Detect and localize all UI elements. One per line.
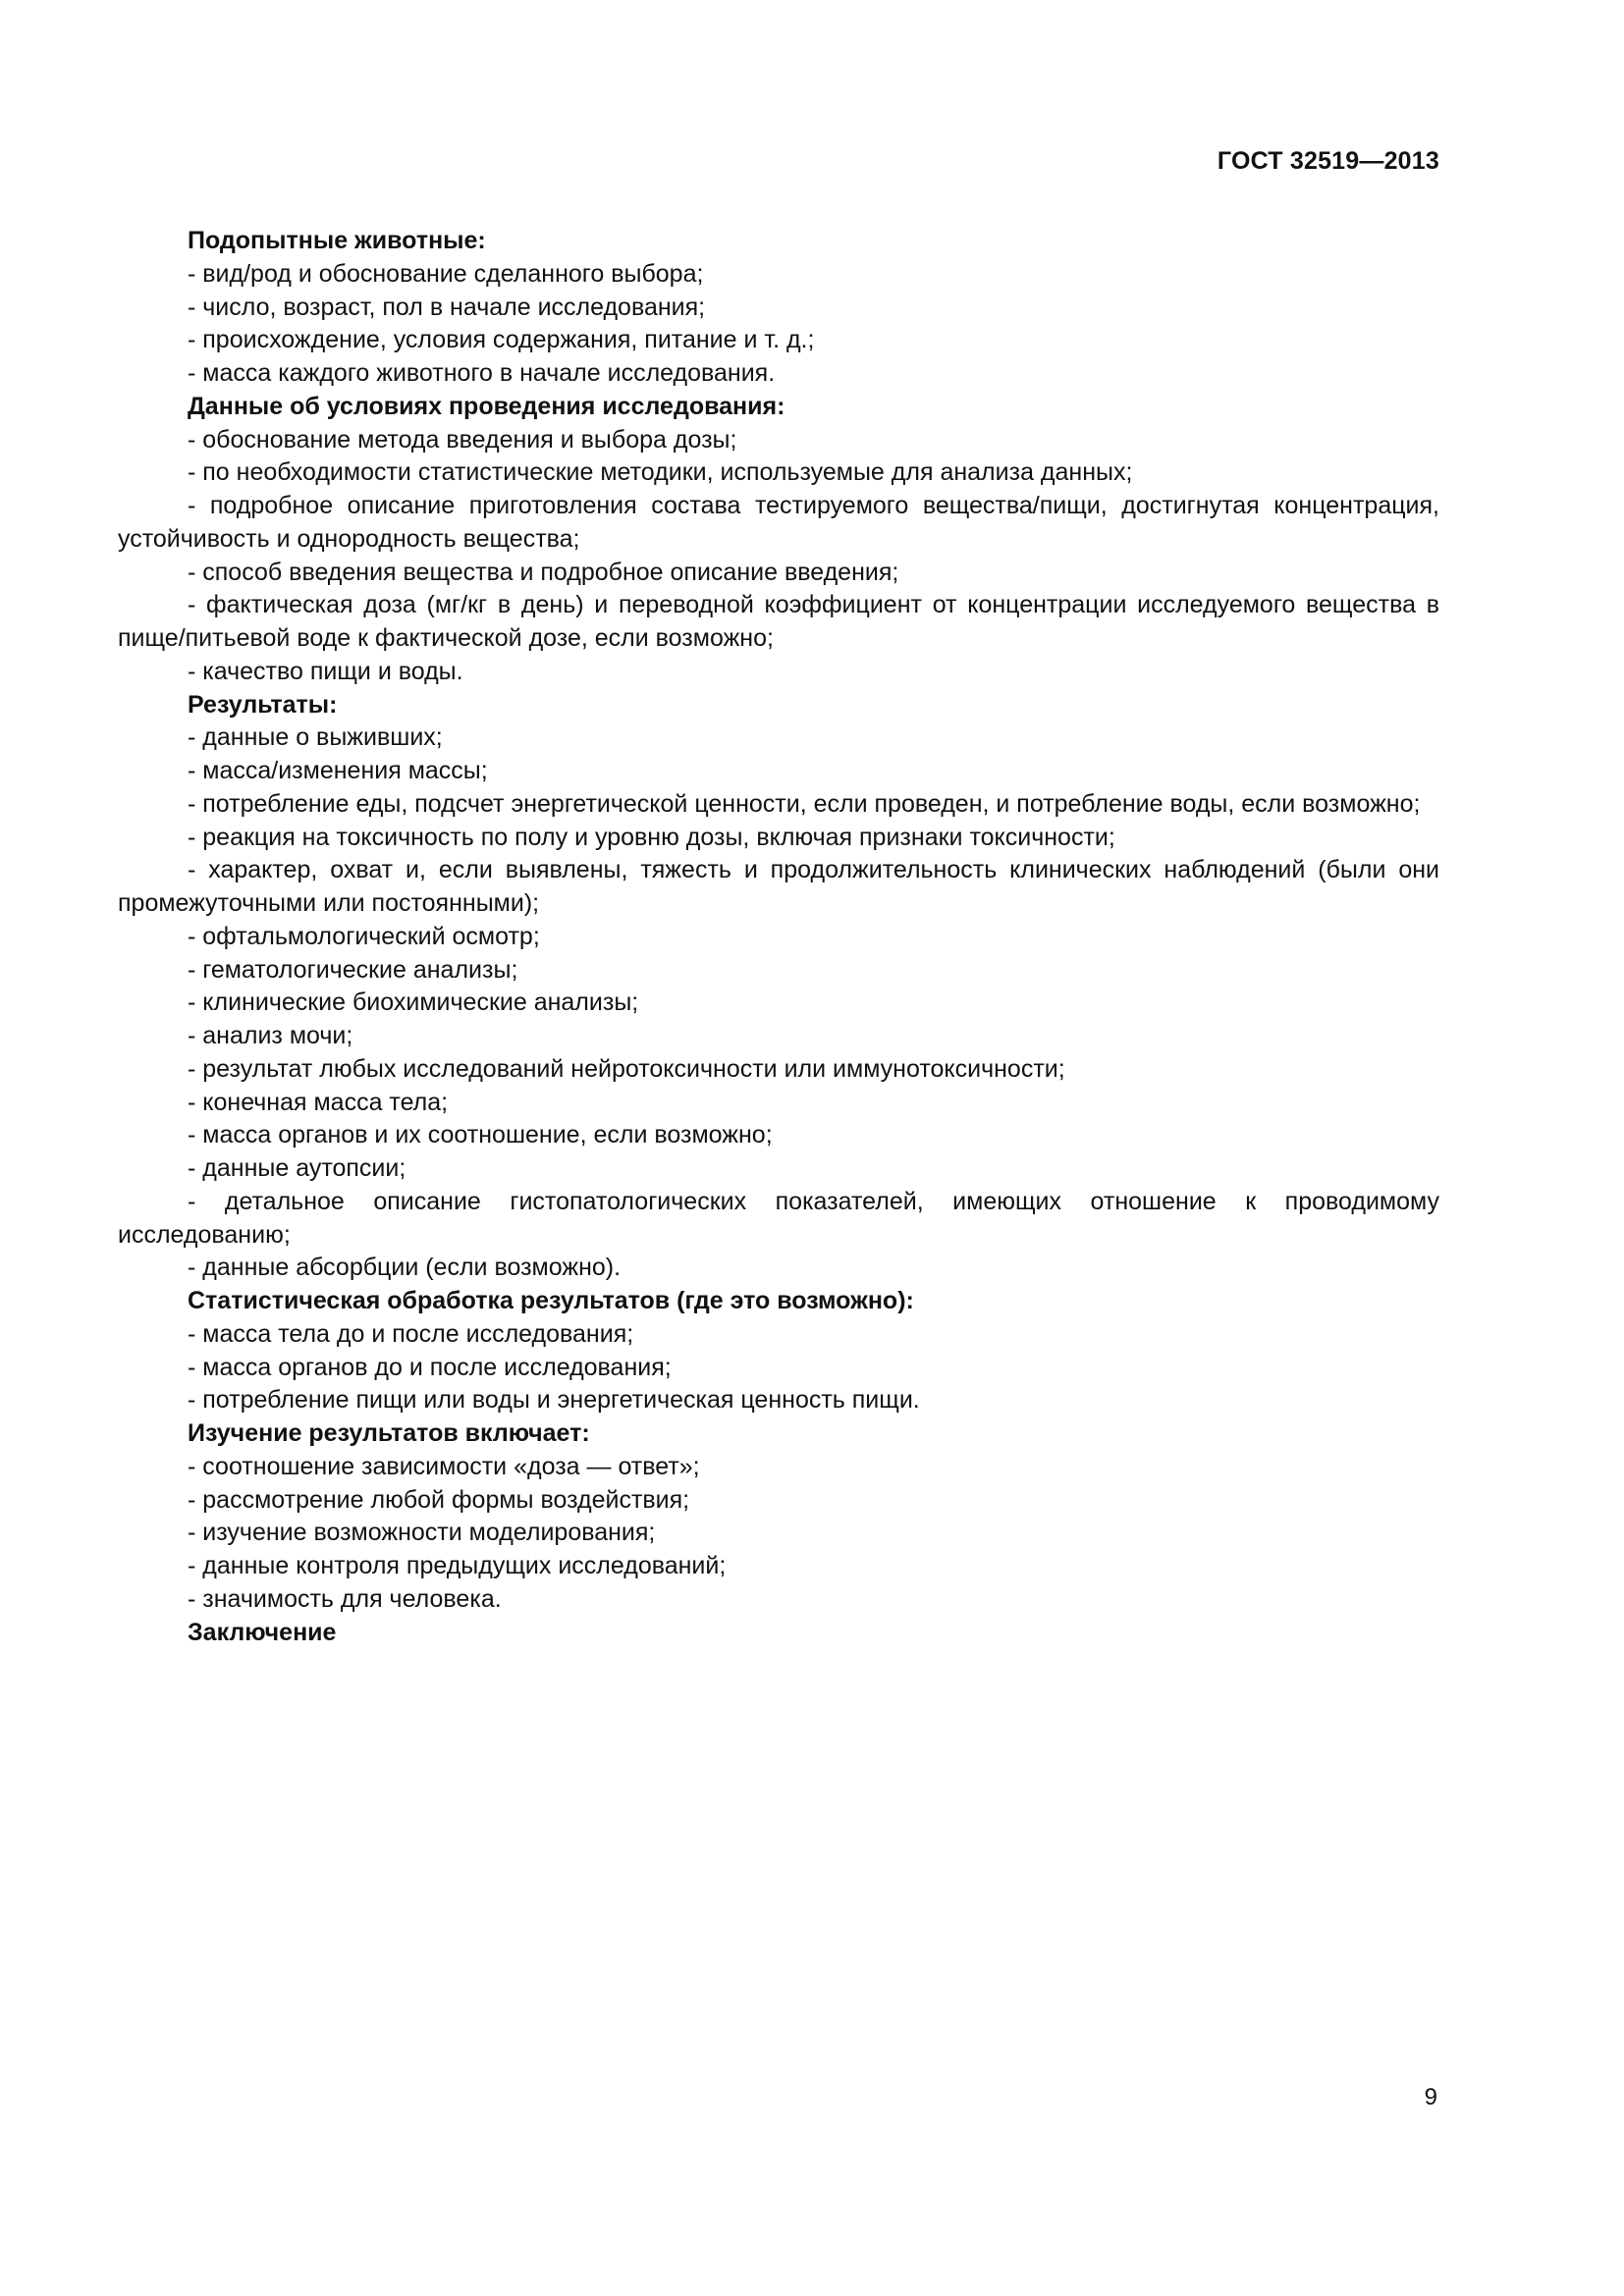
document-body [118,225,1439,1649]
list-item: - вид/род и обоснование сделанного выбора; [188,259,704,288]
list-item: - происхождение, условия содержания, питание и т. д.; [188,326,815,354]
list-item: - рассмотрение любой формы воздействия; [188,1485,690,1514]
list-item: - характер, охват и, если выявлены, тяжесть и продолжительность клинических наблюдений (были они промежуточными или постоянными); [118,856,1439,917]
list-item: - данные аутопсии; [188,1154,406,1182]
section-heading: Результаты: [188,690,338,719]
list-item: - гематологические анализы; [188,955,518,984]
section-heading: Изучение результатов включает: [188,1419,590,1447]
list-item: - качество пищи и воды. [188,657,463,685]
list-item: - соотношение зависимости «доза — ответ»; [188,1452,700,1480]
list-item: - конечная масса тела; [188,1088,449,1116]
list-item: - клинические биохимические анализы; [188,988,639,1017]
page-number: 9 [1424,2084,1437,2110]
list-item: - масса органов до и после исследования; [188,1353,672,1381]
section-heading: Статистическая обработка результатов (где это возможно): [188,1287,914,1314]
list-item: - обоснование метода введения и выбора дозы; [188,425,737,454]
section-heading: Данные об условиях проведения исследования: [188,392,785,420]
list-item: - данные абсорбции (если возможно). [188,1254,622,1282]
list-item: - анализ мочи; [188,1022,353,1049]
list-item: - значимость для человека. [188,1584,502,1613]
section-heading: Заключение [188,1618,337,1646]
section-heading: Подопытные животные: [188,227,486,254]
list-item: - реакция на токсичность по полу и уровню дозы, включая признаки токсичности; [188,823,1115,851]
list-item: - число, возраст, пол в начале исследования; [188,293,706,321]
list-item: - по необходимости статистические методики, используемые для анализа данных; [188,458,1133,487]
list-item: - потребление еды, подсчет энергетической ценности, если проведен, и потребление воды, если возможно; [188,789,1421,818]
list-item: - данные о выживших; [188,723,443,752]
list-item: - подробное описание приготовления состава тестируемого вещества/пищи, достигнутая концентрация, устойчивость и однородность вещества; [118,492,1439,553]
list-item: - масса каждого животного в начале исследования. [188,359,776,387]
list-item: - масса/изменения массы; [188,757,488,784]
list-item: - детальное описание гистопатологических показателей, имеющих отношение к проводимому исследованию; [118,1187,1439,1249]
list-item: - результат любых исследований нейротоксичности или иммунотоксичности; [188,1054,1065,1083]
list-item: - масса тела до и после исследования; [188,1319,634,1348]
list-item: - способ введения вещества и подробное описание введения; [188,558,899,586]
list-item: - потребление пищи или воды и энергетическая ценность пищи. [188,1386,920,1415]
list-item: - масса органов и их соотношение, если возможно; [188,1121,773,1149]
document-id-header: ГОСТ 32519—2013 [1217,147,1439,175]
list-item: - изучение возможности моделирования; [188,1519,656,1547]
list-item: - данные контроля предыдущих исследований; [188,1552,727,1579]
list-item: - фактическая доза (мг/кг в день) и переводной коэффициент от концентрации исследуемого вещества в пище/питьевой воде к фактической дозе, если возможно; [118,591,1439,652]
list-item: - офтальмологический осмотр; [188,922,540,950]
